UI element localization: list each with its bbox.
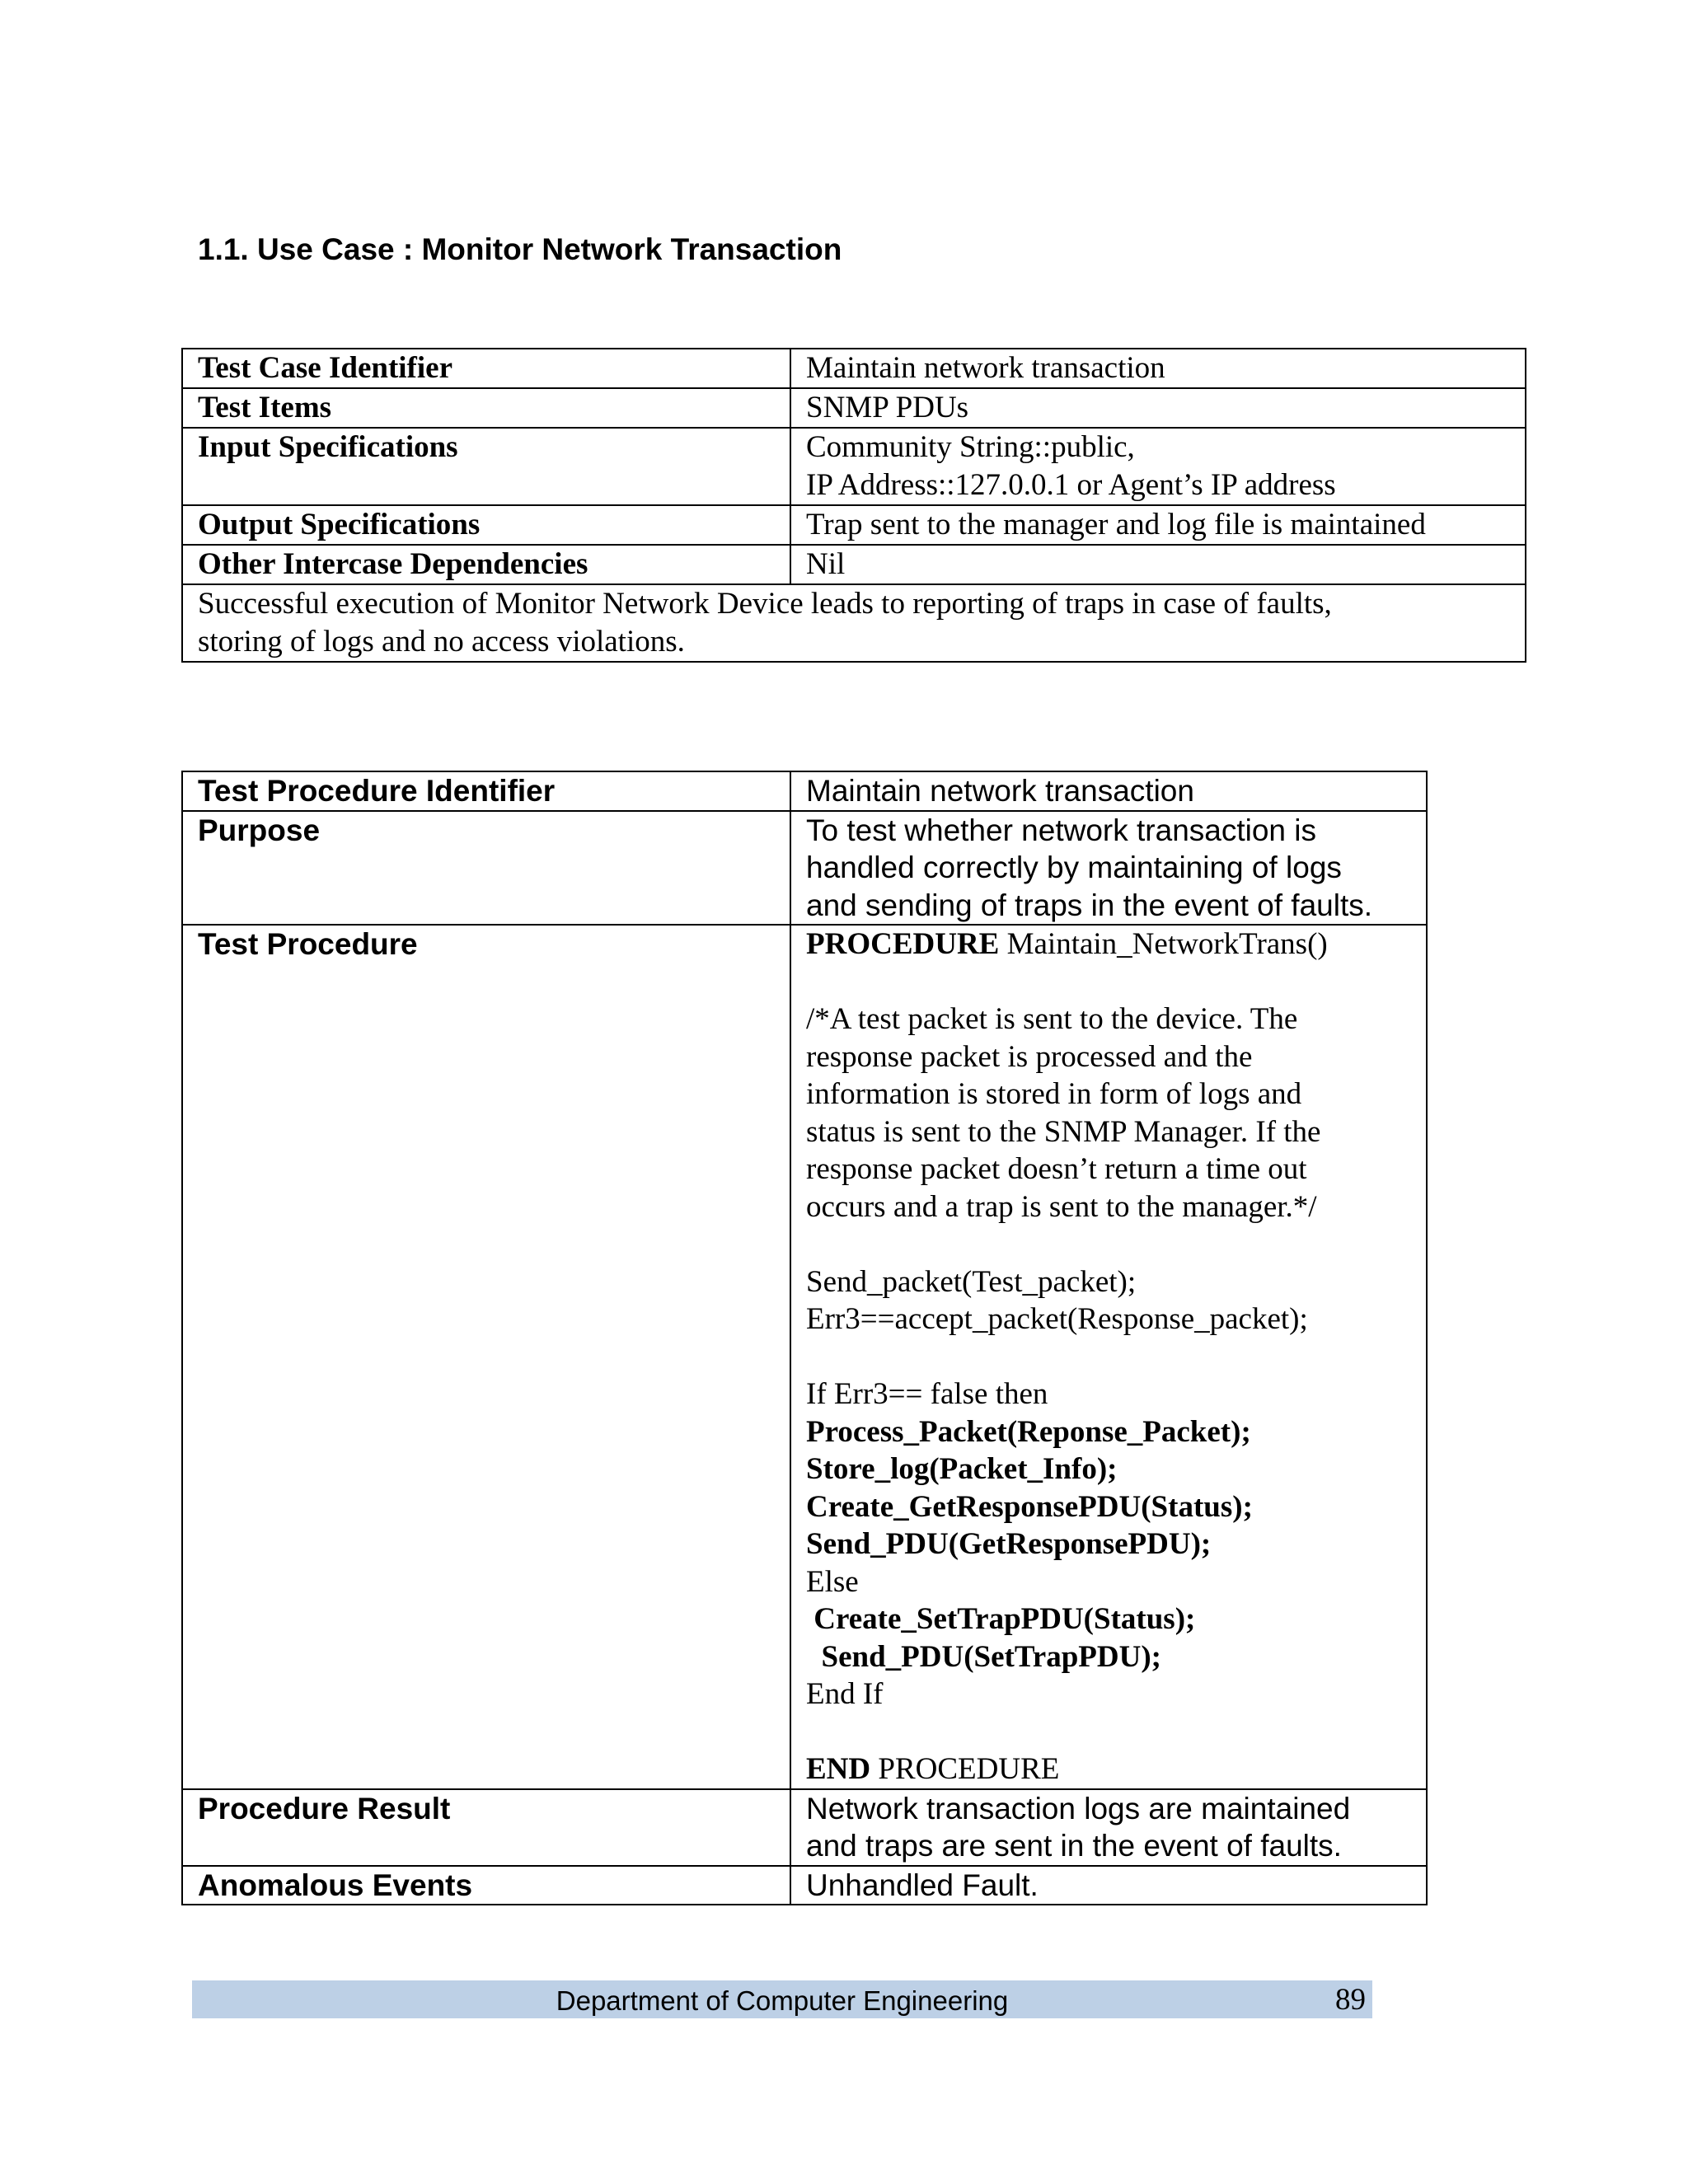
code-line: Create_GetResponsePDU(Status); bbox=[806, 1489, 1253, 1524]
code-line: Send_PDU(SetTrapPDU); bbox=[806, 1639, 1161, 1674]
row-label: Input Specifications bbox=[182, 428, 790, 505]
procedure-identifier-label: Test Procedure Identifier bbox=[182, 771, 790, 811]
test-procedure-table bbox=[181, 771, 1428, 1905]
code-line bbox=[806, 1713, 1411, 1751]
table-row bbox=[182, 771, 1427, 811]
table-row bbox=[182, 428, 1526, 505]
department-name: Department of Computer Engineering bbox=[556, 1985, 1009, 2016]
section-heading: 1.1. Use Case : Monitor Network Transaction bbox=[198, 232, 842, 266]
row-label: Test Case Identifier bbox=[182, 349, 790, 388]
code-line: Err3==accept_packet(Response_packet); bbox=[806, 1302, 1308, 1336]
table-row bbox=[182, 584, 1526, 662]
anomalous-events-value: Unhandled Fault. bbox=[790, 1866, 1427, 1905]
code-line: response packet is processed and the bbox=[806, 1039, 1253, 1074]
code-line: /*A test packet is sent to the device. The bbox=[806, 1002, 1298, 1036]
purpose-value: To test whether network transaction is handled correctly by maintaining of logs and sending of traps in the event of faults. bbox=[790, 811, 1427, 926]
test-procedure-label: Test Procedure bbox=[182, 925, 790, 1789]
row-value: Nil bbox=[790, 545, 1526, 584]
page-footer bbox=[192, 1980, 1372, 2018]
purpose-label: Purpose bbox=[182, 811, 790, 926]
row-label: Test Items bbox=[182, 388, 790, 428]
code-line: PROCEDURE Maintain_NetworkTrans() bbox=[806, 927, 1328, 961]
procedure-code bbox=[790, 925, 1427, 1789]
table-row bbox=[182, 925, 1427, 1789]
code-line: END PROCEDURE bbox=[806, 1752, 1060, 1786]
row-value: Community String::public, IP Address::127.0.0.1 or Agent’s IP address bbox=[790, 428, 1526, 505]
code-line: End If bbox=[806, 1677, 884, 1711]
table-row bbox=[182, 349, 1526, 388]
procedure-result-value: Network transaction logs are maintained and traps are sent in the event of faults. bbox=[790, 1789, 1427, 1866]
table-row bbox=[182, 1866, 1427, 1905]
code-line: Send_packet(Test_packet); bbox=[806, 1264, 1137, 1299]
table-row bbox=[182, 1789, 1427, 1866]
code-line: Create_SetTrapPDU(Status); bbox=[806, 1602, 1196, 1636]
row-value: SNMP PDUs bbox=[790, 388, 1526, 428]
procedure-identifier-value: Maintain network transaction bbox=[790, 771, 1427, 811]
code-line: Send_PDU(GetResponsePDU); bbox=[806, 1527, 1212, 1561]
code-line: information is stored in form of logs and bbox=[806, 1077, 1302, 1111]
page-number: 89 bbox=[1335, 1983, 1366, 2017]
code-line bbox=[806, 1226, 1411, 1263]
test-case-table bbox=[181, 348, 1526, 663]
anomalous-events-label: Anomalous Events bbox=[182, 1866, 790, 1905]
code-line bbox=[806, 1338, 1411, 1376]
table-row bbox=[182, 505, 1526, 545]
code-line: status is sent to the SNMP Manager. If the bbox=[806, 1114, 1321, 1149]
row-label: Other Intercase Dependencies bbox=[182, 545, 790, 584]
code-line: Else bbox=[806, 1564, 859, 1599]
table-row bbox=[182, 388, 1526, 428]
row-label: Output Specifications bbox=[182, 505, 790, 545]
code-line: Process_Packet(Reponse_Packet); bbox=[806, 1414, 1251, 1449]
table-row bbox=[182, 545, 1526, 584]
summary-cell: Successful execution of Monitor Network Device leads to reporting of traps in case of faults, storing of logs and no access violations. bbox=[182, 584, 1526, 662]
code-line: occurs and a trap is sent to the manager.*/ bbox=[806, 1189, 1317, 1224]
code-line: response packet doesn’t return a time out bbox=[806, 1152, 1307, 1186]
row-value: Maintain network transaction bbox=[790, 349, 1526, 388]
procedure-result-label: Procedure Result bbox=[182, 1789, 790, 1866]
code-line bbox=[806, 963, 1411, 1001]
row-value: Trap sent to the manager and log file is maintained bbox=[790, 505, 1526, 545]
code-line: Store_log(Packet_Info); bbox=[806, 1452, 1118, 1486]
code-line: If Err3== false then bbox=[806, 1377, 1048, 1411]
table-row bbox=[182, 811, 1427, 926]
